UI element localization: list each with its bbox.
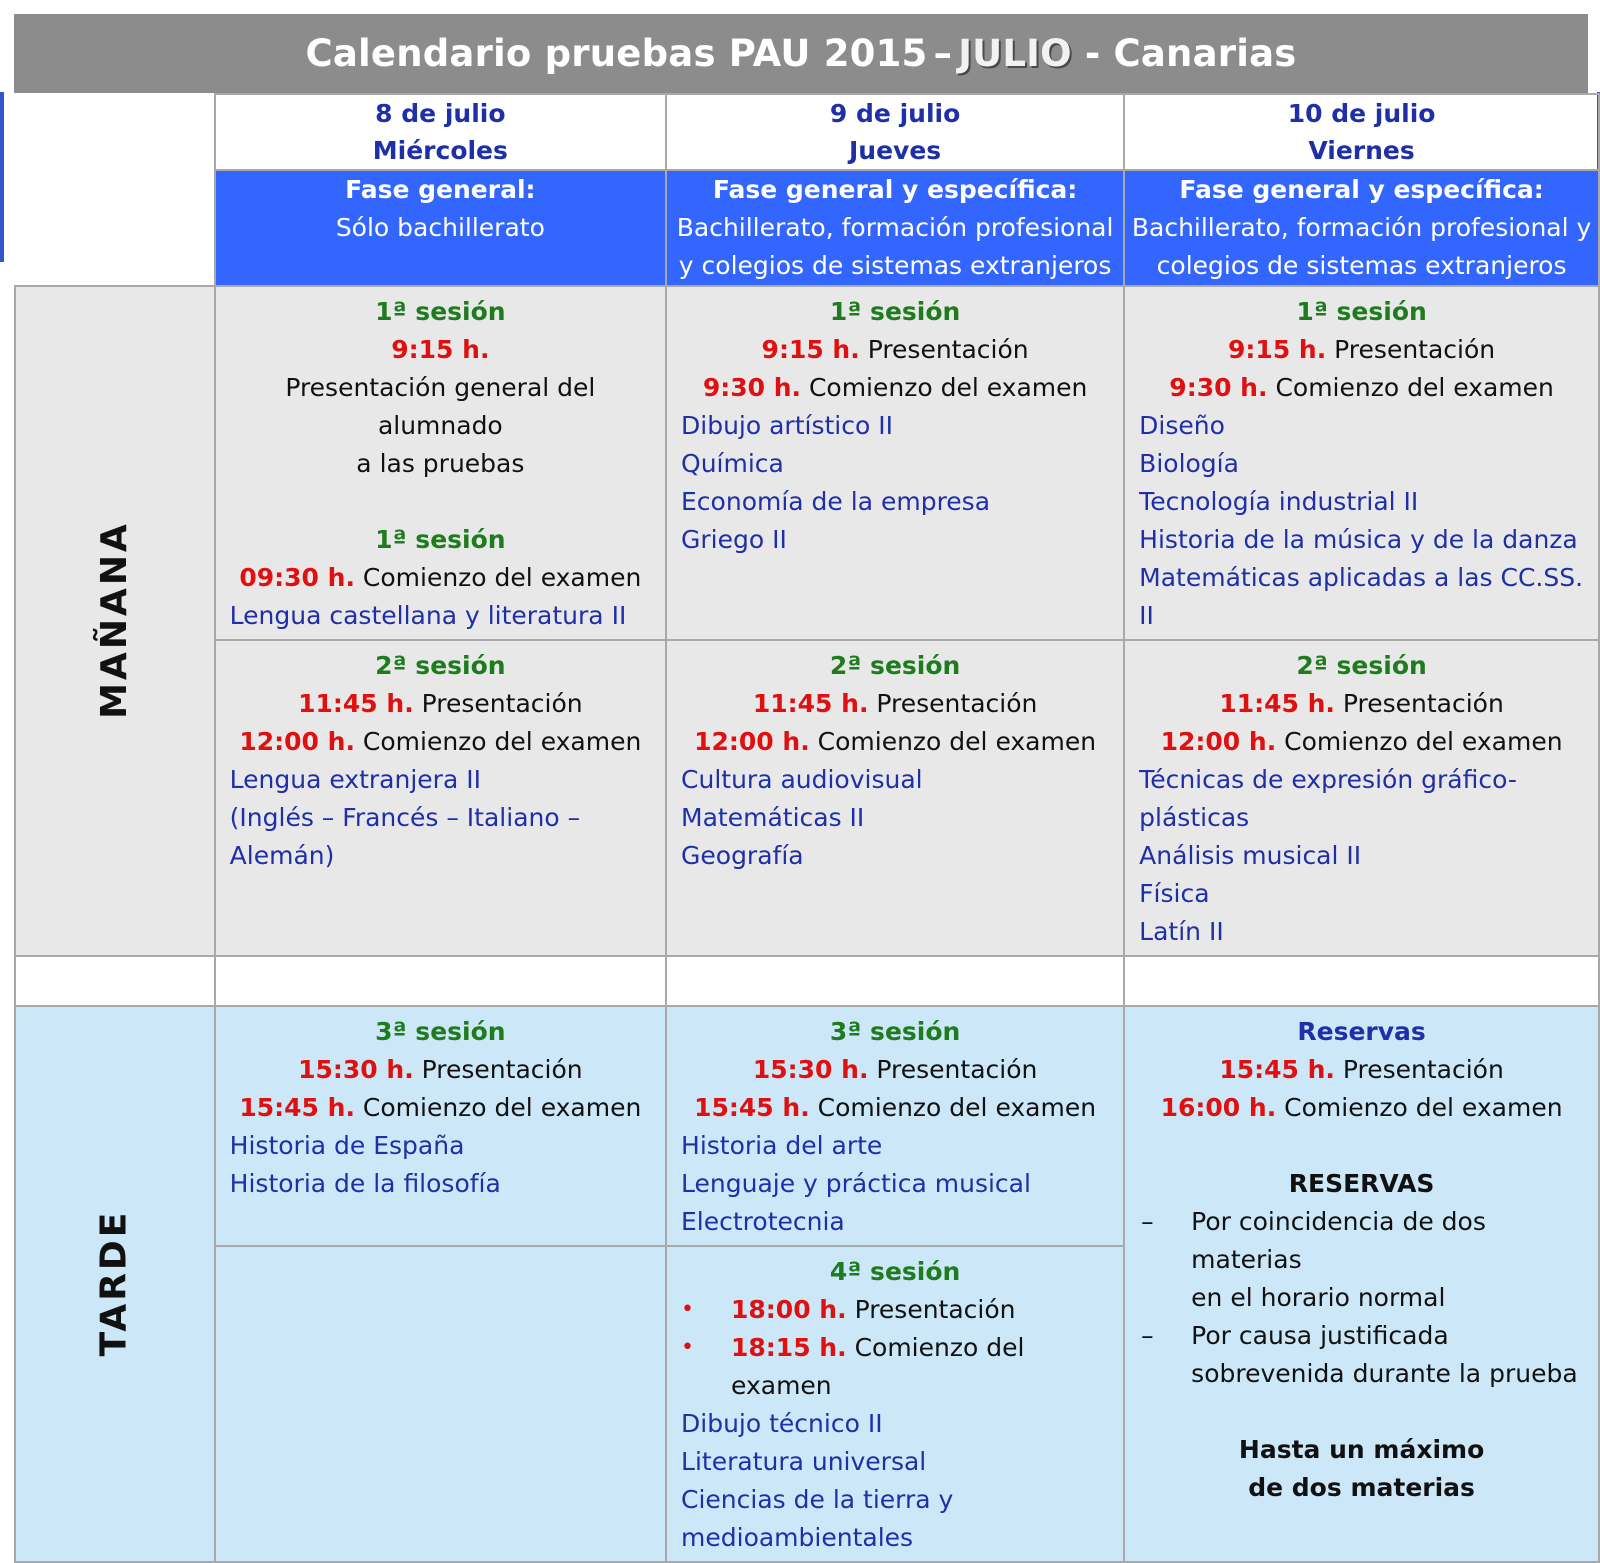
subject: Dibujo técnico II (681, 1409, 883, 1438)
afternoon-label: TARDE (93, 1209, 135, 1356)
subject: (Inglés – Francés – Italiano – (229, 803, 581, 832)
session-text: Presentación (876, 1055, 1038, 1084)
session-title: 2ª sesión (829, 651, 961, 680)
weekday: Jueves (849, 136, 942, 165)
session-text: Presentación (854, 1295, 1016, 1324)
subject: Griego II (681, 525, 787, 554)
time: 12:00 h (1160, 727, 1267, 756)
title-month: JULIO (958, 32, 1072, 75)
session-title: 1ª sesión (1296, 297, 1427, 326)
subject: Economía de la empresa (681, 487, 991, 516)
session-text: Comienzo del examen (362, 563, 642, 592)
time: 9:30 h (1169, 373, 1258, 402)
phase-desc (216, 247, 665, 285)
session-text: Presentación (1342, 1055, 1504, 1084)
morning-s1-day1: 1ª sesión 9:15 h. Presentación general del alumnado a las pruebas 1ª sesión 09:30 h. Comienzo del examen Lengua castellana y literatura II (215, 286, 666, 640)
date-header-day3 (1124, 94, 1599, 170)
time: 11:45 h (1219, 689, 1326, 718)
reservas-item-text: en el horario normal (1191, 1283, 1446, 1312)
date-header-day1 (215, 94, 666, 170)
session-title: 1ª sesión (375, 297, 506, 326)
title-separator: – (933, 32, 953, 75)
morning-s1-day3: 1ª sesión 9:15 h. Presentación 9:30 h. Comienzo del examen Diseño Biología Tecnología industrial II Historia de la música y de la danza Matemáticas aplicadas a las CC.SS. II (1124, 286, 1599, 640)
calendar-table (14, 93, 1600, 1563)
morning-s2-day2: 2ª sesión 11:45 h. Presentación 12:00 h. Comienzo del examen Cultura audiovisual Matemáticas II Geografía (666, 640, 1124, 956)
session-text: a las pruebas (356, 449, 525, 478)
phase-desc: colegios de sistemas extranjeros (1156, 251, 1567, 280)
time: 16:00 h (1160, 1093, 1267, 1122)
reservas-item-text: – Por causa justificada (1191, 1321, 1449, 1350)
session-text: Comienzo del examen (1275, 373, 1554, 402)
phase-desc: Sólo bachillerato (335, 213, 545, 242)
subject: Lengua extranjera II (229, 765, 481, 794)
phase-header-row (15, 170, 1599, 286)
time: 15:45 h (694, 1093, 801, 1122)
reservas-note: Hasta un máximo (1238, 1435, 1485, 1464)
session-text: Presentación (1334, 335, 1496, 364)
subject: Historia del arte (681, 1131, 883, 1160)
page-title (14, 14, 1588, 93)
date-header-day2 (666, 94, 1124, 170)
session-text: Comienzo del examen (731, 1333, 1025, 1400)
session-text: Comienzo del examen (808, 373, 1088, 402)
subject: Diseño (1139, 411, 1225, 440)
session-title: 4ª sesión (829, 1257, 961, 1286)
afternoon-s3-day1: 3ª sesión 15:30 h. Presentación 15:45 h. Comienzo del examen Historia de España Historia de la filosofía (215, 1006, 666, 1246)
afternoon-s3-day2: 3ª sesión 15:30 h. Presentación 15:45 h. Comienzo del examen Historia del arte Lenguaje y práctica musical Electrotecnia (666, 1006, 1124, 1246)
time: 9:15 h (391, 335, 480, 364)
subject: Biología (1139, 449, 1239, 478)
subject: plásticas (1139, 803, 1250, 832)
date: 10 de julio (1287, 99, 1436, 128)
corner-cell (15, 94, 215, 286)
weekday: Miércoles (372, 136, 508, 165)
morning-s2-day1: 2ª sesión 11:45 h. Presentación 12:00 h. Comienzo del examen Lengua extranjera II (Inglés – Francés – Italiano – Alemán) (215, 640, 666, 956)
subject: Matemáticas II (681, 803, 865, 832)
subject: Electrotecnia (681, 1207, 845, 1236)
subject: Historia de la música y de la danza (1139, 525, 1578, 554)
time: 12:00 h (694, 727, 801, 756)
session-text: Presentación (876, 689, 1038, 718)
spacer-cell (215, 956, 666, 1006)
phase-desc: Bachillerato, formación profesional (676, 213, 1114, 242)
phase-desc: Bachillerato, formación profesional y (1131, 213, 1592, 242)
date: 8 de julio (375, 99, 506, 128)
afternoon-label-cell (15, 1006, 215, 1562)
session-title: 3ª sesión (375, 1017, 506, 1046)
time: 9:30 h (702, 373, 792, 402)
time: 11:45 h (752, 689, 859, 718)
session-text: Comienzo del examen (1284, 1093, 1563, 1122)
afternoon-s4-day2: 4ª sesión • 18:00 h. Presentación • 18:15 h. Comienzo del examen Dibujo técnico II Literatura universal Ciencias de la tierra y medioambientales (666, 1246, 1124, 1562)
phase-day3 (1124, 170, 1599, 286)
spacer-row (15, 956, 1599, 1006)
left-edge-decoration (0, 92, 4, 262)
phase-day1 (215, 170, 666, 286)
weekday: Viernes (1308, 136, 1415, 165)
reservas-item (1139, 1317, 1584, 1393)
reservas-cell: Reservas 15:45 h. Presentación 16:00 h. Comienzo del examen RESERVAS – Por coincidencia de dos materias en el horario normal – Por causa justificada sobrevenida durante la prueba Hasta un máximo de dos materias (1124, 1006, 1599, 1562)
session-text: Presentación (421, 689, 583, 718)
afternoon-session3-row (15, 1006, 1599, 1246)
subject: medioambientales (681, 1523, 914, 1552)
date: 9 de julio (829, 99, 961, 128)
time: 15:45 h (239, 1093, 346, 1122)
subject: Latín II (1139, 917, 1224, 946)
subject: Química (681, 449, 784, 478)
phase-title: Fase general y específica: (712, 175, 1078, 204)
session-text: Presentación (1342, 689, 1504, 718)
reservas-heading: Reservas (1297, 1017, 1426, 1046)
time: 15:30 h (298, 1055, 405, 1084)
subject: Dibujo artístico II (681, 411, 893, 440)
time: 18:00 h (731, 1295, 838, 1324)
phase-day2 (666, 170, 1124, 286)
session-text: Comienzo del examen (817, 727, 1097, 756)
subject: Matemáticas aplicadas a las CC.SS. II (1139, 563, 1584, 630)
session-text: Presentación general del alumnado (285, 373, 596, 440)
time: 11:45 h (298, 689, 405, 718)
phase-desc: y colegios de sistemas extranjeros (678, 251, 1112, 280)
phase-title: Fase general y específica: (1179, 175, 1544, 204)
spacer-cell (666, 956, 1124, 1006)
session-title: 1ª sesión (375, 525, 506, 554)
subject: Física (1139, 879, 1210, 908)
spacer-cell (1124, 956, 1599, 1006)
session-text: Comienzo del examen (362, 1093, 642, 1122)
session-text: Comienzo del examen (362, 727, 642, 756)
reservas-item (1139, 1203, 1584, 1317)
spacer-cell (15, 956, 215, 1006)
morning-label-cell (15, 286, 215, 956)
date-header-row (15, 94, 1599, 170)
session-title: 2ª sesión (375, 651, 506, 680)
time: 09:30 h (239, 563, 346, 592)
subject: Geografía (681, 841, 804, 870)
time: 15:45 h (1219, 1055, 1326, 1084)
subject: Lengua castellana y literatura II (229, 601, 627, 630)
morning-s1-day2: 1ª sesión 9:15 h. Presentación 9:30 h. Comienzo del examen Dibujo artístico II Química Economía de la empresa Griego II (666, 286, 1124, 640)
reservas-title: RESERVAS (1288, 1169, 1435, 1198)
morning-s2-day3: 2ª sesión 11:45 h. Presentación 12:00 h. Comienzo del examen Técnicas de expresión gráfico- plásticas Análisis musical II Física Latín II (1124, 640, 1599, 956)
subject: Alemán) (229, 841, 335, 870)
morning-session1-row (15, 286, 1599, 640)
subject: Lenguaje y práctica musical (681, 1169, 1031, 1198)
time: 12:00 h (239, 727, 346, 756)
subject: Literatura universal (681, 1447, 927, 1476)
title-prefix: Calendario pruebas PAU 2015 (305, 32, 928, 75)
afternoon-s4-day1-empty (215, 1246, 666, 1562)
session-title: 1ª sesión (829, 297, 961, 326)
subject: Cultura audiovisual (681, 765, 923, 794)
title-suffix: - Canarias (1084, 32, 1297, 75)
time: 18:15 h (731, 1333, 838, 1362)
morning-label: MAÑANA (93, 520, 135, 719)
subject: Tecnología industrial II (1139, 487, 1419, 516)
time: 15:30 h (752, 1055, 859, 1084)
reservas-note: de dos materias (1248, 1473, 1475, 1502)
subject: Ciencias de la tierra y (681, 1485, 954, 1514)
phase-title: Fase general: (345, 175, 536, 204)
time: 9:15 h (1228, 335, 1317, 364)
morning-session2-row (15, 640, 1599, 956)
session-title: 2ª sesión (1296, 651, 1427, 680)
reservas-item-text: – Por coincidencia de dos materias (1191, 1207, 1486, 1274)
session-title: 3ª sesión (829, 1017, 961, 1046)
subject: Historia de España (229, 1131, 465, 1160)
time: 9:15 h (761, 335, 851, 364)
session-text: Comienzo del examen (1284, 727, 1563, 756)
subject: Historia de la filosofía (229, 1169, 501, 1198)
subject: Técnicas de expresión gráfico- (1139, 765, 1517, 794)
subject: Análisis musical II (1139, 841, 1362, 870)
reservas-item-text: sobrevenida durante la prueba (1191, 1359, 1578, 1388)
session-text: Comienzo del examen (817, 1093, 1097, 1122)
session-text: Presentación (867, 335, 1029, 364)
session-text: Presentación (421, 1055, 583, 1084)
